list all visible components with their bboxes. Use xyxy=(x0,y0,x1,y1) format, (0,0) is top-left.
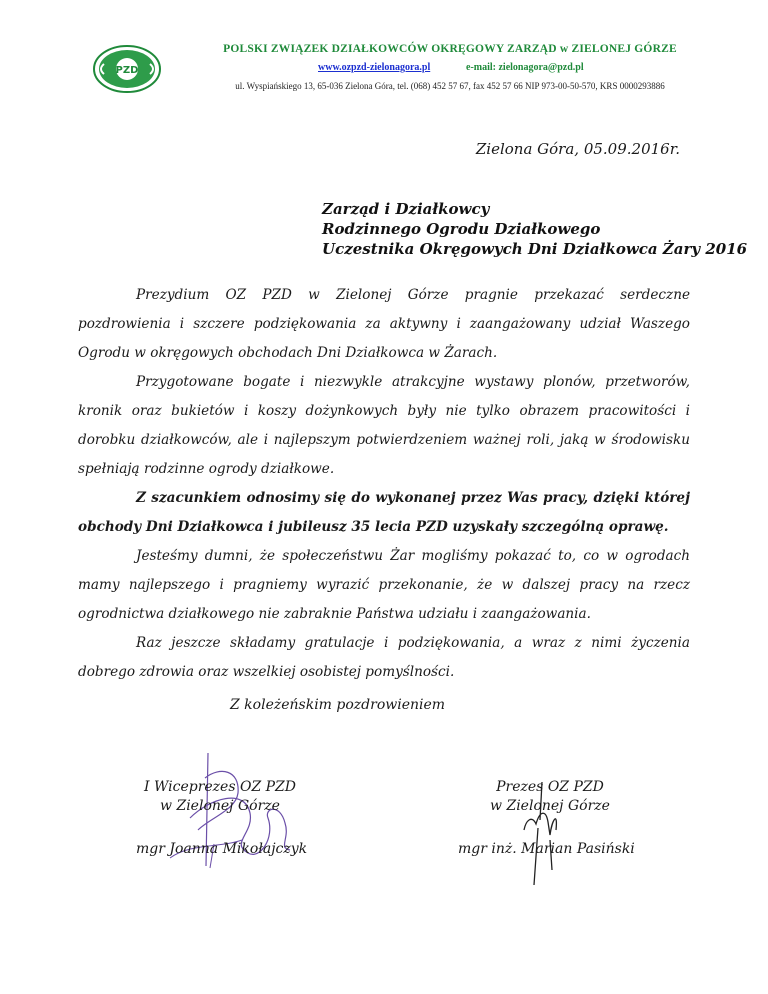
recipient-line: Rodzinnego Ogrodu Działkowego xyxy=(322,220,601,238)
signatory-title: I Wiceprezes OZ PZD xyxy=(144,779,296,795)
body-paragraph: Jesteśmy dumni, że społeczeństwu Żar mogliśmy pokazać to, co w ogrodach mamy najlepszego i pragniemy wyrazić przekonanie, że w dalszej pracy na rzecz ogrodnictwa działkowego nie zabraknie Państwa udziału i zaangażowania. xyxy=(78,548,690,622)
signatory-name: mgr Joanna Mikołajczyk xyxy=(136,841,308,857)
signatory-place: w Zielonej Górze xyxy=(490,798,610,814)
signatory-name: mgr inż. Marian Pasiński xyxy=(458,841,635,857)
recipient-block xyxy=(322,199,747,259)
recipient-line: Zarząd i Działkowcy xyxy=(322,200,490,218)
body-paragraph: Przygotowane bogate i niezwykle atrakcyjne wystawy plonów, przetworów, kronik oraz bukietów i koszy dożynkowych były nie tylko obrazem pracowitości i dorobku działkowców, ale i najlepszym potwierdzeniem ważnej roli, jaką w środowisku spełniają rodzinne ogrody działkowe. xyxy=(78,374,690,477)
body-paragraph: Raz jeszcze składamy gratulacje i podziękowania, a wraz z nimi życzenia dobrego zdrowia oraz wszelkiej osobistej pomyślności. xyxy=(78,635,690,680)
closing-phrase: Z koleżeńskim pozdrowieniem xyxy=(230,697,446,713)
organization-address: ul. Wyspiańskiego 13, 65-036 Zielona Góra, tel. (068) 452 57 67, fax 452 57 66 NIP 973-00-50-570, KRS 0000293886 xyxy=(235,81,665,91)
svg-text:PZD: PZD xyxy=(115,65,139,76)
letter-date: Zielona Góra, 05.09.2016r. xyxy=(475,140,680,158)
organization-name: POLSKI ZWIĄZEK DZIAŁKOWCÓW OKRĘGOWY ZARZĄD w ZIELONEJ GÓRZE xyxy=(223,43,677,55)
pzd-logo-icon xyxy=(92,44,162,94)
letter-body xyxy=(78,281,690,687)
signatory-place: w Zielonej Górze xyxy=(160,798,280,814)
email-address[interactable]: e-mail: zielonagora@pzd.pl xyxy=(466,62,584,73)
signature-block-left xyxy=(136,778,308,859)
signatory-title: Prezes OZ PZD xyxy=(496,779,604,795)
signature-block-right xyxy=(458,778,635,859)
body-paragraph: Prezydium OZ PZD w Zielonej Górze pragnie przekazać serdeczne pozdrowienia i szczere podziękowania za aktywny i zaangażowany udział Waszego Ogrodu w okręgowych obchodach Dni Działkowca w Żarach. xyxy=(78,287,690,361)
recipient-line: Uczestnika Okręgowych Dni Działkowca Żary 2016 xyxy=(322,240,748,258)
website-link[interactable]: www.ozpzd-zielonagora.pl xyxy=(318,62,431,73)
body-paragraph-emphasis: Z szacunkiem odnosimy się do wykonanej przez Was pracy, dzięki której obchody Dni Działkowca i jubileusz 35 lecia PZD uzyskały szczególną oprawę. xyxy=(78,490,690,535)
